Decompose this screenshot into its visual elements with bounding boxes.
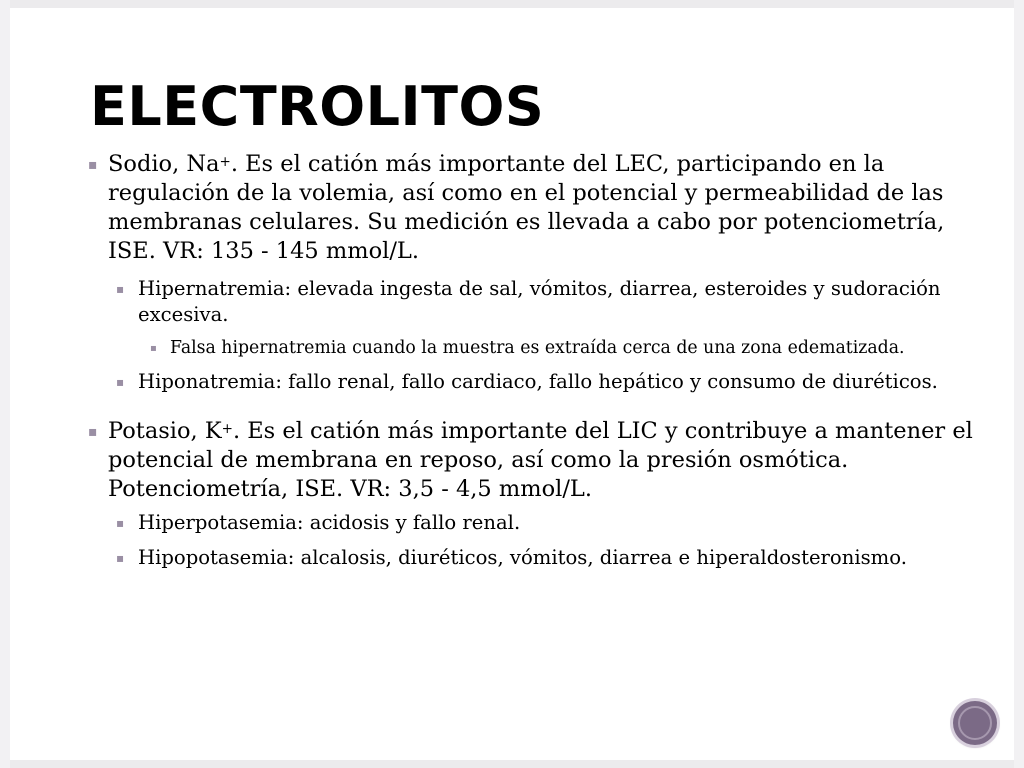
potassium-charge: + xyxy=(221,421,233,437)
bullet-hipernatremia xyxy=(88,276,978,328)
bullet-marker-icon: ▪ xyxy=(116,375,125,389)
slide-frame-right xyxy=(1014,0,1024,768)
bullet-marker-icon: ▪ xyxy=(88,424,98,440)
bullet-marker-icon: ▪ xyxy=(116,516,125,530)
circle-nav-icon[interactable] xyxy=(953,701,997,745)
slide-frame-top xyxy=(0,0,1024,8)
slide-title: ELECTROLITOS xyxy=(90,75,545,138)
falsa-hipernatremia-text: Falsa hipernatremia cuando la muestra es extraída cerca de una zona edematizada. xyxy=(170,338,905,358)
bullet-marker-icon: ▪ xyxy=(116,551,125,565)
hiponatremia-text: Hiponatremia: fallo renal, fallo cardiaco, fallo hepático y consumo de diuréticos. xyxy=(138,370,938,393)
sodium-text: . Es el catión más importante del LEC, participando en la regulación de la volemia, así como en el potencial y permeabilidad de las membranas celulares. Su medición es llevada a cabo por potenciometría, ISE. VR: 135 - 145 mmol/L. xyxy=(108,151,945,264)
bullet-marker-icon: ▪ xyxy=(116,282,125,296)
bullet-hiponatremia xyxy=(88,369,978,395)
bullet-potassium xyxy=(88,417,978,504)
bullet-marker-icon: ▪ xyxy=(88,157,98,173)
potassium-label: Potasio, K xyxy=(108,418,222,444)
bullet-hipopotasemia xyxy=(88,545,978,571)
hiperpotasemia-text: Hiperpotasemia: acidosis y fallo renal. xyxy=(138,511,521,534)
bullet-sodium xyxy=(88,150,978,266)
bullet-hiperpotasemia xyxy=(88,510,978,536)
hipernatremia-text: Hipernatremia: elevada ingesta de sal, vómitos, diarrea, esteroides y sudoración excesiva. xyxy=(138,277,941,326)
slide-frame-left xyxy=(0,0,10,768)
hipopotasemia-text: Hipopotasemia: alcalosis, diuréticos, vómitos, diarrea e hiperaldosteronismo. xyxy=(138,546,907,569)
bullet-falsa-hipernatremia xyxy=(88,337,978,360)
potassium-text: . Es el catión más importante del LIC y contribuye a mantener el potencial de membrana en reposo, así como la presión osmótica. Potenciometría, ISE. VR: 3,5 - 4,5 mmol/L. xyxy=(108,418,973,502)
slide-content xyxy=(88,150,978,571)
sodium-label: Sodio, Na xyxy=(108,151,220,177)
bullet-marker-icon: ▪ xyxy=(150,343,157,354)
slide-frame-bottom xyxy=(0,760,1024,768)
sodium-charge: + xyxy=(219,154,231,170)
